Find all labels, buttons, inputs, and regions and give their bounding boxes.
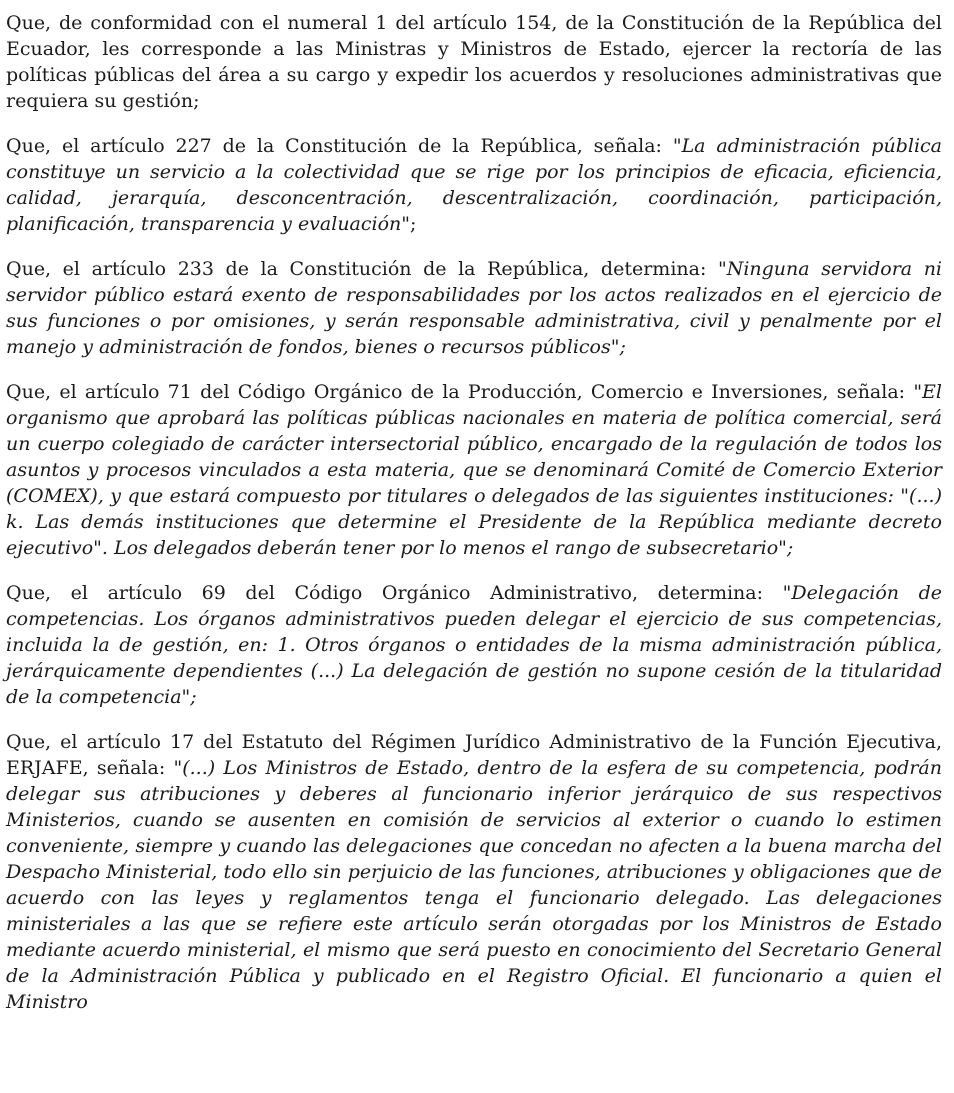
quoted-text: "La administración pública constituye un servicio a la colectividad que se rige por los principios de eficacia, eficiencia, calidad, jerarquía, desconcentración, descentralización, coordinación, participación, planificación, transparencia y evaluación" xyxy=(6,135,942,235)
paragraph-article-154 xyxy=(6,10,942,114)
paragraph-text: Que, el artículo 69 del Código Orgánico Administrativo, determina: xyxy=(6,582,783,604)
quoted-text: "(...) Los Ministros de Estado, dentro de la esfera de su competencia, podrán delegar sus atribuciones y deberes al funcionario inferior jerárquico de sus respectivos Ministerios, cuando se ausenten en comisión de servicios al exterior o cuando lo estimen conveniente, siempre y cuando las delegaciones que concedan no afecten a la buena marcha del Despacho Ministerial, todo ello sin perjuicio de las funciones, atribuciones y obligaciones que de acuerdo con las leyes y reglamentos tenga el funcionario delegado. Las delegaciones ministeriales a las que se refiere este artículo serán otorgadas por los Ministros de Estado mediante acuerdo ministerial, el mismo que será puesto en conocimiento del Secretario General de la Administración Pública y publicado en el Registro Oficial. El funcionario a quien el Ministro xyxy=(6,757,942,1013)
quoted-text: "Delegación de competencias. Los órganos administrativos pueden delegar el ejercicio de sus competencias, incluida la de gestión, en: 1. Otros órganos o entidades de la misma administración pública, jerárquicamente dependientes (...) La delegación de gestión no supone cesión de la titularidad de la competencia"; xyxy=(6,582,942,708)
paragraph-article-69 xyxy=(6,580,942,710)
paragraph-text-end: ; xyxy=(410,213,417,235)
paragraph-text: Que, el artículo 233 de la Constitución de la República, determina: xyxy=(6,258,718,280)
paragraph-article-227 xyxy=(6,133,942,237)
paragraph-text: Que, el artículo 17 del Estatuto del Régimen Jurídico Administrativo de la Función Ejecutiva, ERJAFE, señala: xyxy=(6,731,942,779)
quoted-text: "Ninguna servidora ni servidor público estará exento de responsabilidades por los actos realizados en el ejercicio de sus funciones o por omisiones, y serán responsable administrativa, civil y penalmente por el manejo y administración de fondos, bienes o recursos públicos"; xyxy=(6,258,943,358)
document-page xyxy=(6,10,942,1015)
paragraph-article-17-erjafe xyxy=(6,729,942,1015)
paragraph-article-233 xyxy=(6,256,942,360)
paragraph-text: Que, el artículo 71 del Código Orgánico de la Producción, Comercio e Inversiones, señala: xyxy=(6,381,914,403)
quoted-text: "El organismo que aprobará las políticas públicas nacionales en materia de política comercial, será un cuerpo colegiado de carácter intersectorial público, encargado de la regulación de todos los asuntos y procesos vinculados a esta materia, que se denominará Comité de Comercio Exterior (COMEX), y que estará compuesto por titulares o delegados de las siguientes instituciones: "(...) k. Las demás instituciones que determine el Presidente de la República mediante decreto ejecutivo". Los delegados deberán tener por lo menos el rango de subsecretario"; xyxy=(6,381,942,559)
paragraph-text: Que, de conformidad con el numeral 1 del artículo 154, de la Constitución de la República del Ecuador, les corresponde a las Ministras y Ministros de Estado, ejercer la rectoría de las políticas públicas del área a su cargo y expedir los acuerdos y resoluciones administrativas que requiera su gestión; xyxy=(6,12,942,112)
paragraph-text: Que, el artículo 227 de la Constitución de la República, señala: xyxy=(6,135,673,157)
paragraph-article-71 xyxy=(6,379,942,561)
